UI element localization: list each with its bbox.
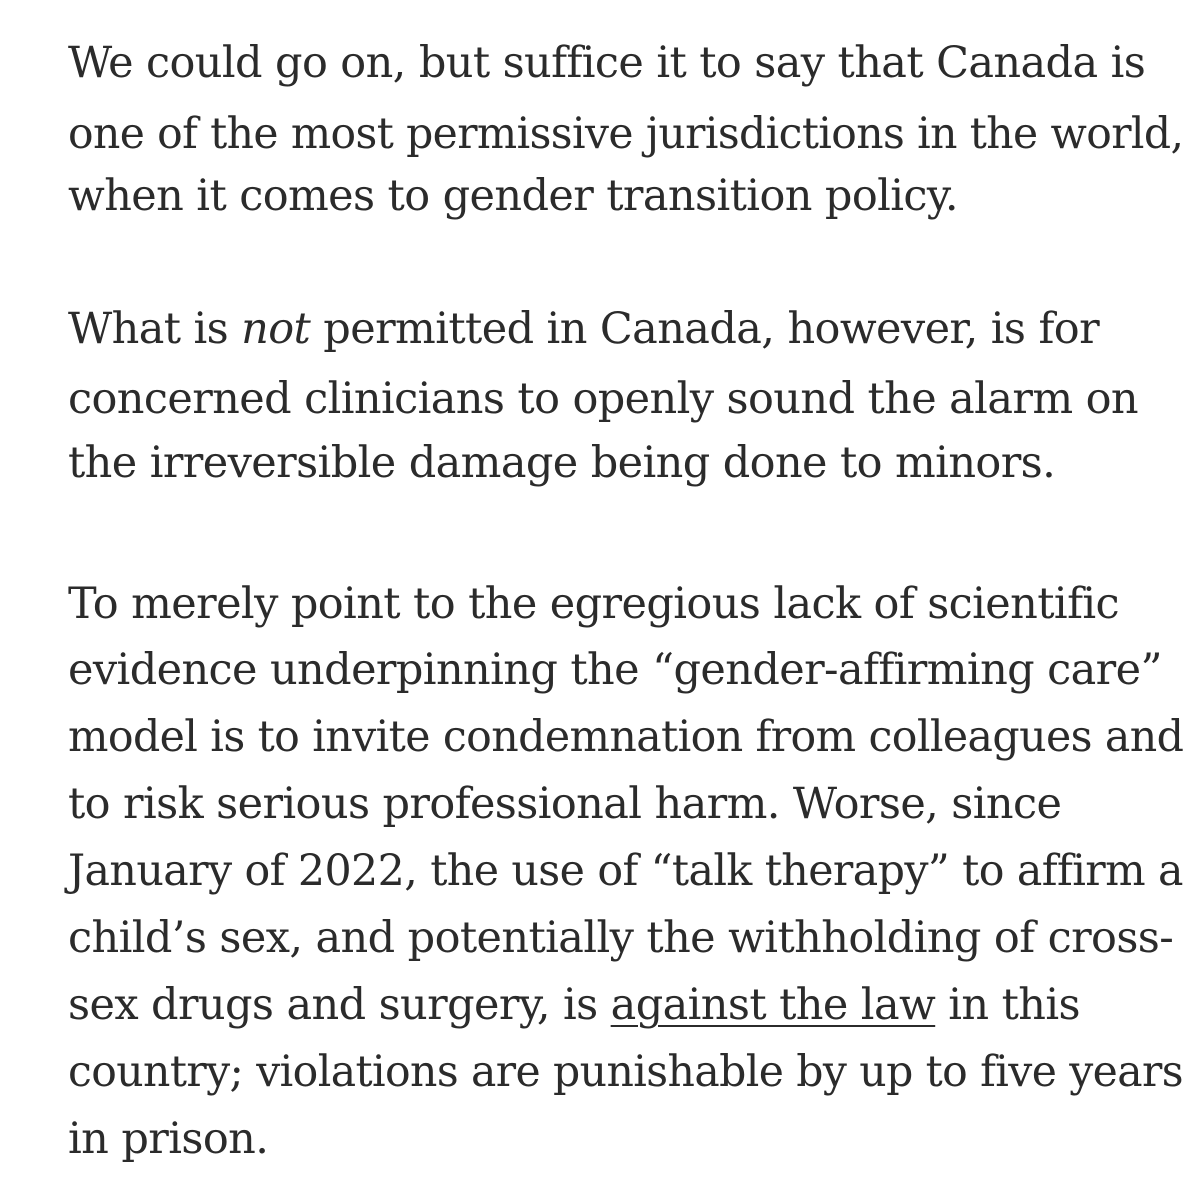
text-line: January of 2022, the use of “talk therapy” to affirm a bbox=[68, 846, 1183, 896]
text-line: model is to invite condemnation from colleagues and bbox=[68, 712, 1184, 762]
text-run: What is bbox=[68, 304, 242, 354]
text-run: permitted in Canada, however, is for bbox=[310, 304, 1100, 354]
text-line: concerned clinicians to openly sound the alarm on bbox=[68, 374, 1138, 424]
text-run: sex drugs and surgery, is bbox=[68, 980, 611, 1030]
text-line: one of the most permissive jurisdictions in the world, bbox=[68, 109, 1184, 159]
text-line: To merely point to the egregious lack of scientific bbox=[68, 579, 1120, 629]
text-line: the irreversible damage being done to minors. bbox=[68, 438, 1056, 488]
text-line: country; violations are punishable by up to five years bbox=[68, 1047, 1184, 1097]
text-line: in prison. bbox=[68, 1114, 269, 1164]
text-line: evidence underpinning the “gender-affirming care” bbox=[68, 645, 1162, 695]
text-line: when it comes to gender transition policy. bbox=[68, 171, 958, 221]
emphasis-not: not bbox=[241, 304, 311, 354]
against-the-law-link[interactable]: against the law bbox=[610, 980, 936, 1030]
text-line: child’s sex, and potentially the withholding of cross- bbox=[68, 913, 1174, 963]
text-line: We could go on, but suffice it to say that Canada is bbox=[68, 38, 1146, 88]
text-line bbox=[68, 975, 1080, 1035]
text-run: in this bbox=[935, 980, 1080, 1030]
text-line bbox=[68, 299, 1099, 359]
text-line: to risk serious professional harm. Worse, since bbox=[68, 779, 1062, 829]
